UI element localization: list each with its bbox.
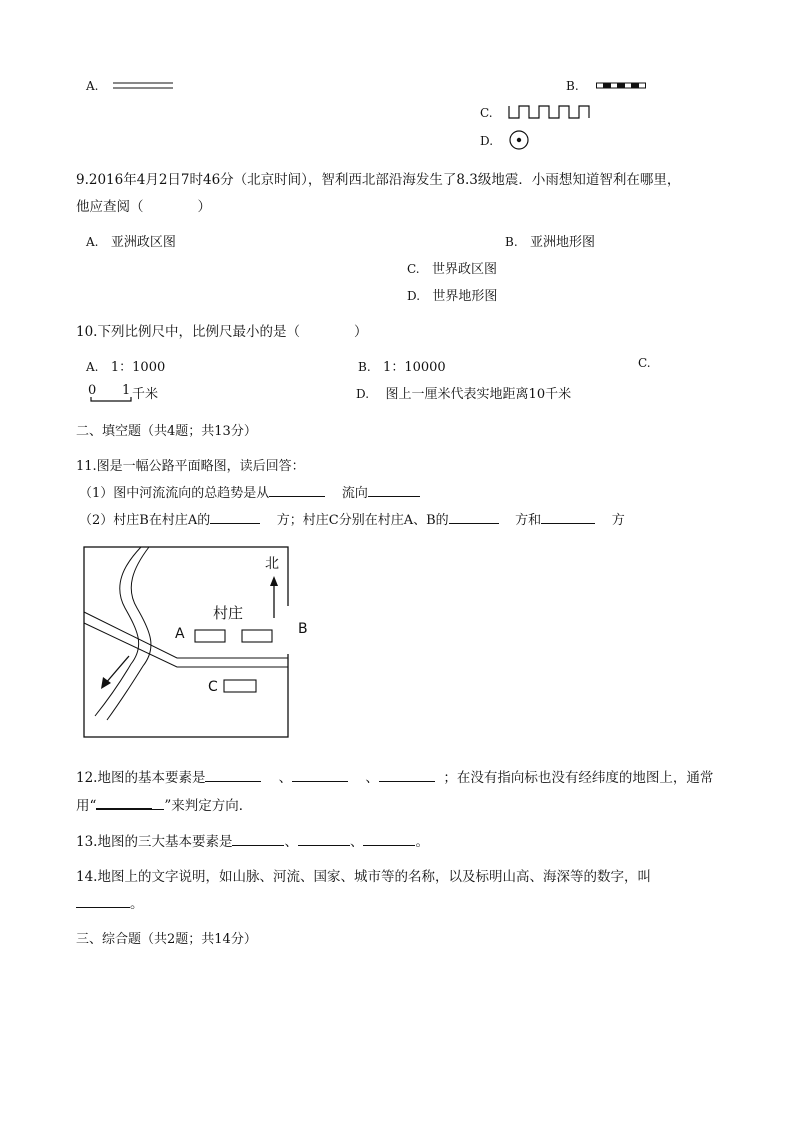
village-c-box — [224, 680, 256, 692]
q11-part2: （2）村庄B在村庄A的 方；村庄C分别在村庄A、B的 方和 方 — [79, 509, 625, 528]
q11-part1: （1）图中河流流向的总趋势是从 流向 — [79, 482, 420, 501]
railway-symbol — [596, 81, 648, 91]
q9-option-c: C. 世界政区图 — [407, 262, 497, 277]
q8-option-a-label: A. — [86, 79, 99, 93]
q10-option-a: A. 1：1000 — [86, 360, 166, 375]
q8-option-c-label: C. — [480, 106, 493, 120]
q12-line1: 12.地图的基本要素是 、 、 ；在没有指向标也没有经纬度的地图上，通常 — [76, 766, 713, 786]
label-b: B — [298, 621, 308, 637]
answer-blank[interactable] — [292, 767, 348, 782]
q8-option-b-label: B. — [566, 79, 579, 93]
answer-blank[interactable] — [379, 767, 435, 782]
label-a: A — [175, 626, 185, 642]
answer-blank[interactable] — [96, 808, 152, 810]
road-map-figure — [83, 546, 323, 742]
scale-line — [86, 381, 136, 403]
q8-option-d-label: D. — [480, 134, 494, 148]
q9-option-b: B. 亚洲地形图 — [505, 235, 596, 250]
q14-line2: 。 — [76, 892, 144, 912]
q10-option-d: D. 图上一厘米代表实地距离10千米 — [356, 387, 572, 402]
q9-stem-line2: 他应查阅（ ） — [76, 199, 211, 215]
q11-stem: 11.图是一幅公路平面略图，读后回答： — [76, 459, 305, 474]
wall-symbol — [508, 103, 594, 121]
line-scale-bar — [86, 381, 176, 403]
section-3-heading: 三、综合题（共2题；共14分） — [76, 932, 257, 947]
q13-line: 13.地图的三大基本要素是 、 、 。 — [76, 830, 429, 850]
village-b-box — [242, 630, 272, 642]
q9-option-a: A. 亚洲政区图 — [86, 235, 176, 250]
answer-blank[interactable] — [368, 482, 420, 497]
q9-stem-line1: 9.2016年4月2日7时46分（北京时间），智利西北部沿海发生了8.3级地震．小雨想知道智利在哪里， — [76, 172, 681, 188]
capital-city-symbol — [508, 129, 530, 151]
north-label: 北 — [265, 556, 279, 572]
answer-blank[interactable] — [232, 831, 284, 846]
answer-blank[interactable] — [449, 509, 499, 524]
village-a-box — [195, 630, 225, 642]
section-2-heading: 二、填空题（共4题；共13分） — [76, 424, 257, 439]
q9-option-d: D. 世界地形图 — [407, 289, 498, 304]
scale-one: 1 — [122, 383, 131, 398]
scale-unit: 千米 — [132, 387, 159, 402]
village-label: 村庄 — [213, 604, 244, 622]
answer-blank[interactable] — [76, 893, 130, 908]
double-line-symbol — [113, 80, 175, 92]
answer-blank[interactable] — [269, 482, 325, 497]
q10-option-c-label: C. — [638, 356, 651, 370]
answer-blank[interactable] — [205, 767, 261, 782]
scale-zero: 0 — [88, 383, 97, 398]
q14-line1: 14.地图上的文字说明，如山脉、河流、国家、城市等的名称，以及标明山高、海深等的数字，叫 — [76, 869, 651, 885]
answer-blank[interactable] — [363, 831, 415, 846]
q12-line2: 用“ ”来判定方向． — [76, 794, 252, 814]
answer-blank[interactable] — [298, 831, 350, 846]
answer-blank[interactable] — [541, 509, 595, 524]
q10-stem: 10.下列比例尺中，比例尺最小的是（ ） — [76, 324, 368, 340]
answer-blank[interactable] — [210, 509, 260, 524]
q10-option-b: B. 1：10000 — [358, 360, 446, 375]
label-c: C — [208, 679, 218, 695]
